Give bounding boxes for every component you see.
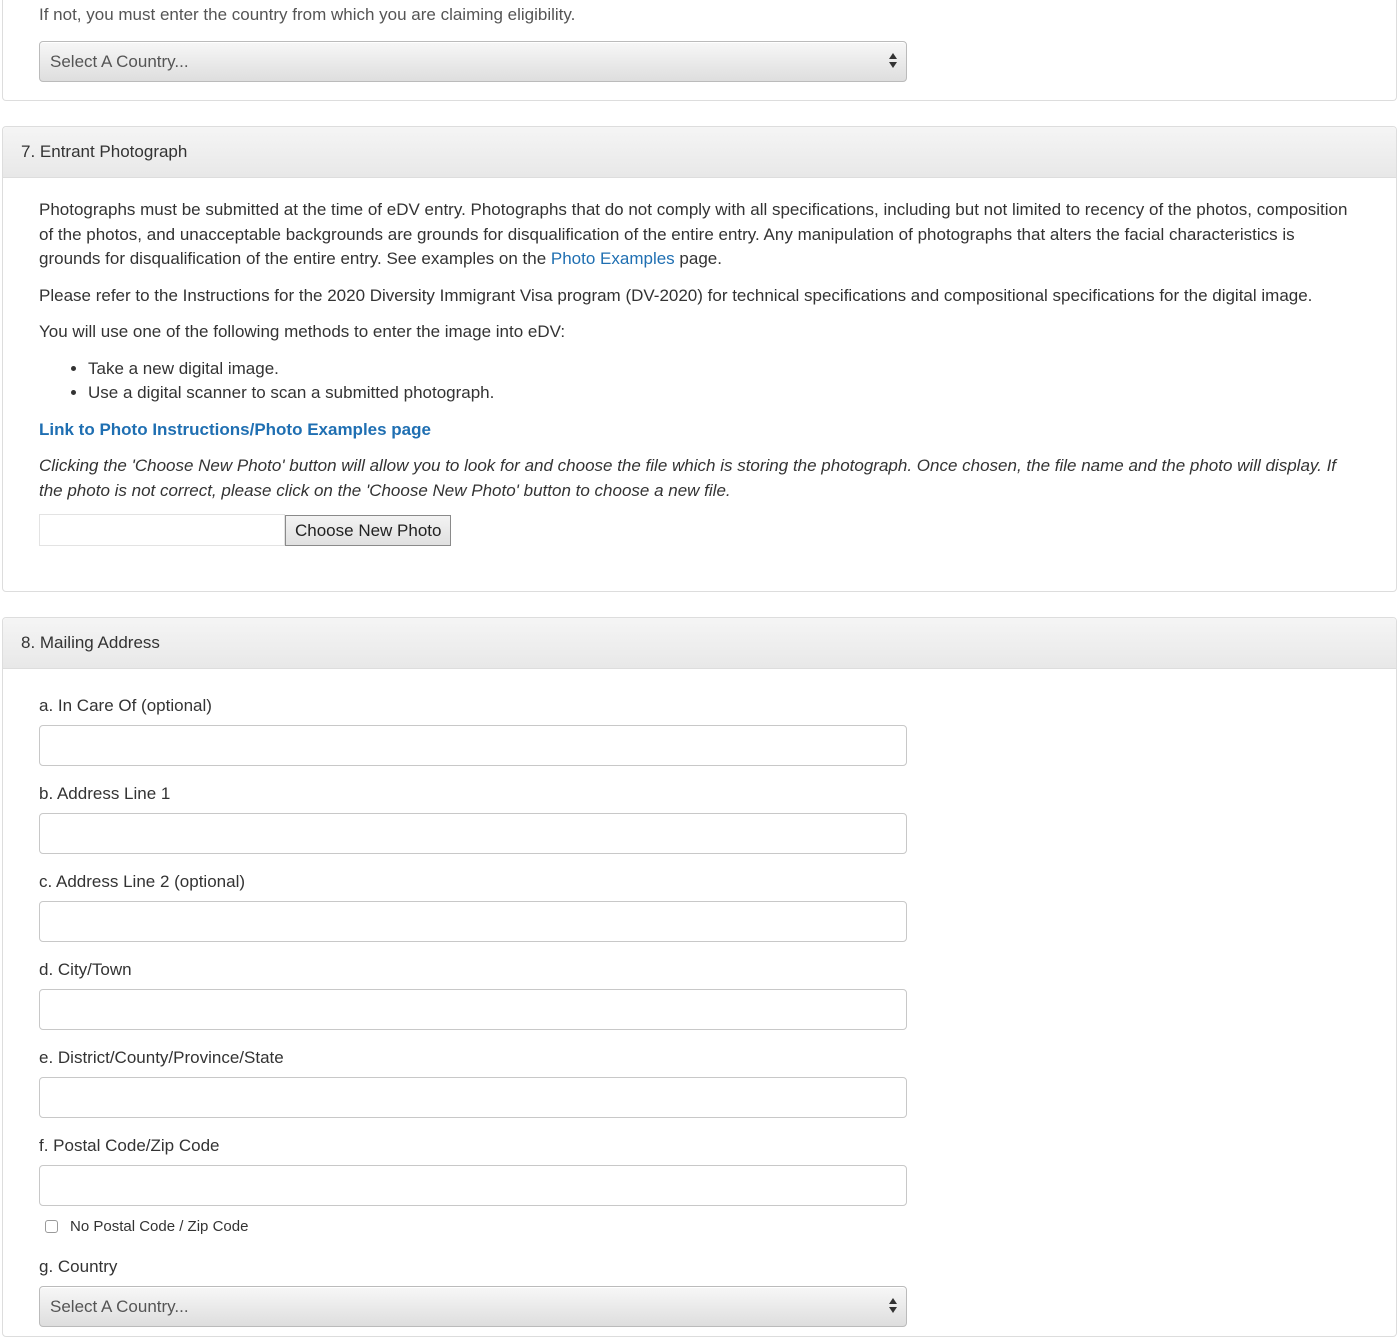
method-item: • Take a new digital image. [88, 357, 1360, 382]
select-arrows-icon [888, 1298, 898, 1316]
district-input[interactable] [39, 1077, 907, 1118]
address-line-2-label: c. Address Line 2 (optional) [39, 872, 246, 891]
no-postal-code-checkbox[interactable] [45, 1220, 58, 1233]
district-label: e. District/County/Province/State [39, 1048, 284, 1067]
method-item: • Use a digital scanner to scan a submitted photograph. [88, 381, 1360, 406]
country-label: g. Country [39, 1257, 118, 1276]
in-care-of-input[interactable] [39, 725, 907, 766]
city-label: d. City/Town [39, 960, 132, 979]
photo-requirements-text: Photographs must be submitted at the time of eDV entry. Photographs that do not comply with all specifications, including but not limited to recency of the photos, composition of the photos, and unacceptable backgrounds are grounds for disqualification of the entire entry. Any manipulation of photographs that alters the facial characteristics is grounds for disqualification of the entire entry. See examples on the [39, 200, 1348, 268]
photo-examples-link[interactable]: Photo Examples [550, 249, 675, 268]
photo-requirements-tail: page. [674, 249, 722, 268]
photo-requirements-paragraph [39, 198, 1360, 272]
mailing-country-select[interactable] [39, 1286, 907, 1327]
postal-code-input[interactable] [39, 1165, 907, 1206]
choose-new-photo-button[interactable]: Choose New Photo [285, 515, 451, 546]
methods-list [39, 357, 1360, 406]
country-eligibility-hint: If not, you must enter the country from which you are claiming eligibility. [39, 5, 576, 24]
methods-intro: You will use one of the following methods to enter the image into eDV: [39, 322, 566, 341]
photo-file-name-field[interactable] [39, 514, 285, 546]
no-postal-code-label: No Postal Code / Zip Code [70, 1218, 249, 1235]
select-arrows-icon [888, 53, 898, 71]
address-line-1-input[interactable] [39, 813, 907, 854]
address-line-1-label: b. Address Line 1 [39, 784, 171, 803]
eligibility-country-select-value: Select A Country... [50, 51, 189, 71]
choose-photo-note: Clicking the 'Choose New Photo' button will allow you to look for and choose the file which is storing the photograph. Once chosen, the file name and the photo will display. If the photo is not correct, please click on the 'Choose New Photo' button to choose a new file. [39, 456, 1337, 500]
photo-file-picker [39, 514, 1360, 546]
in-care-of-label: a. In Care Of (optional) [39, 696, 212, 715]
postal-code-label: f. Postal Code/Zip Code [39, 1136, 220, 1155]
section-8-heading: 8. Mailing Address [3, 618, 1396, 669]
section-6-panel [2, 0, 1397, 101]
instructions-paragraph: Please refer to the Instructions for the 2020 Diversity Immigrant Visa program (DV-2020) for technical specifications and compositional specifications for the digital image. [39, 285, 1313, 305]
section-8-panel [2, 617, 1397, 1337]
eligibility-country-select[interactable] [39, 41, 907, 82]
no-postal-code-row [39, 1218, 1360, 1235]
city-input[interactable] [39, 989, 907, 1030]
section-7-heading: 7. Entrant Photograph [3, 127, 1396, 178]
section-7-panel [2, 126, 1397, 592]
address-line-2-input[interactable] [39, 901, 907, 942]
mailing-country-select-value: Select A Country... [50, 1297, 189, 1316]
photo-instructions-link[interactable]: Link to Photo Instructions/Photo Examples page [39, 419, 431, 439]
